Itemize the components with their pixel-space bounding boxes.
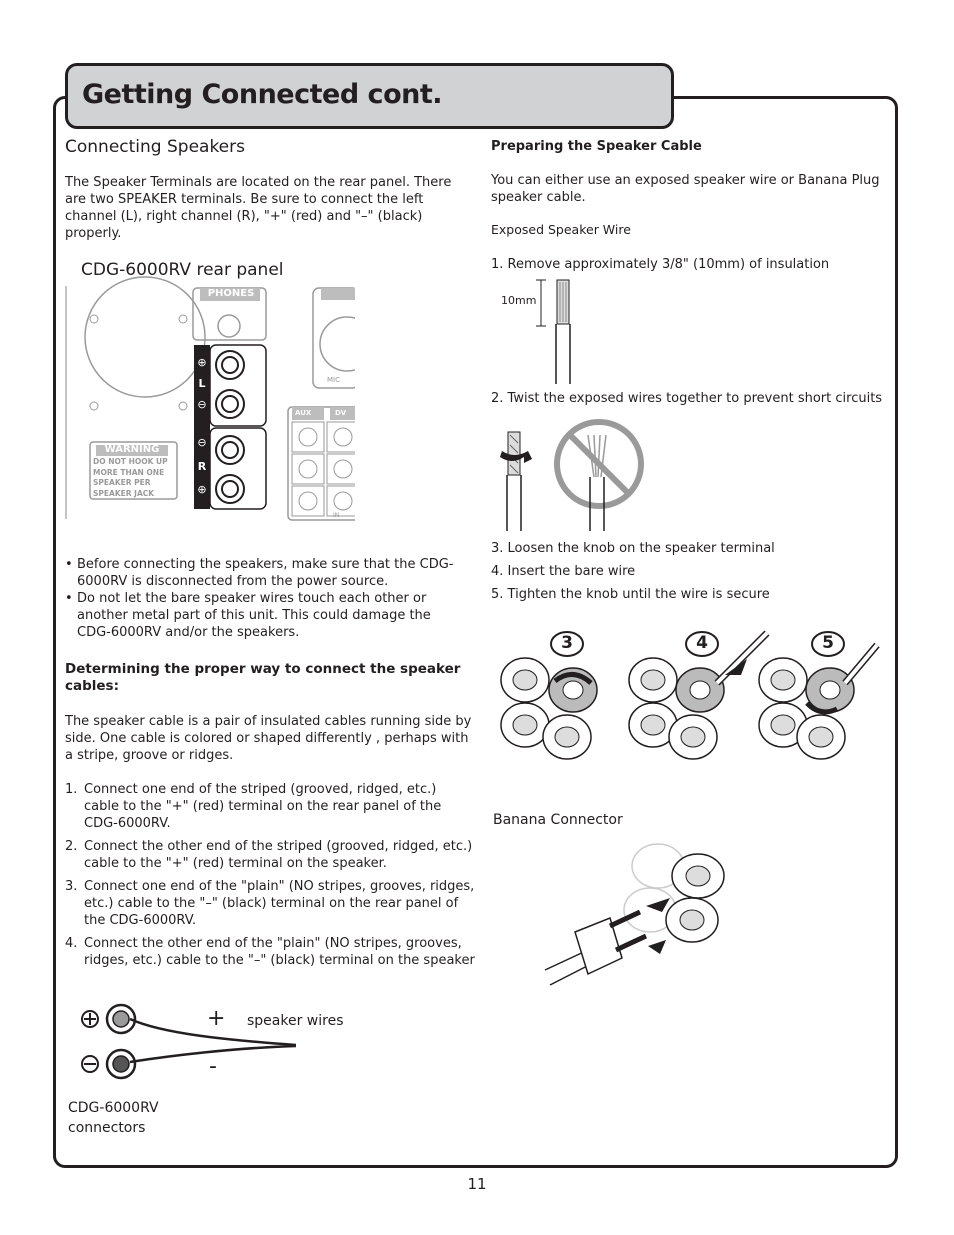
page-title: Getting Connected cont. — [82, 79, 443, 110]
left-minus-symbol: ⊖ — [197, 398, 207, 411]
right-channel-label: R — [197, 460, 207, 473]
preparing-heading: Preparing the Speaker Cable — [491, 139, 702, 154]
phones-label: PHONES — [207, 288, 255, 299]
terminal-step: 5. Tighten the knob until the wire is secure — [491, 587, 770, 602]
page-number: 11 — [467, 1175, 487, 1193]
warning-line: DO NOT HOOK UP — [93, 457, 168, 466]
prep-step-1: 1. Remove approximately 3/8" (10mm) of insulation — [491, 257, 830, 272]
connectors-label: CDG-6000RV connectors — [68, 1100, 159, 1136]
banana-connector-illustration — [540, 840, 740, 990]
step-item — [65, 878, 475, 929]
terminal-steps — [491, 540, 775, 603]
rear-panel-title: CDG-6000RV rear panel — [81, 260, 284, 280]
section-heading-connecting-speakers: Connecting Speakers — [65, 137, 245, 157]
step-item — [65, 935, 475, 969]
aux-label: AUX — [295, 409, 312, 417]
measure-label: 10mm — [501, 294, 537, 307]
step-text: Connect one end of the striped (grooved, ridged, etc.) cable to the "+" (red) terminal on the rear panel of the CDG-6000RV. — [84, 782, 442, 831]
plus-label: + — [207, 1006, 226, 1031]
step-number: 1. — [65, 782, 78, 797]
badge-step-3: 3 — [561, 633, 573, 653]
warning-line: SPEAKER PER — [93, 478, 151, 487]
speaker-wires-diagram — [68, 998, 368, 1138]
badge-step-5: 5 — [822, 633, 834, 653]
step-number: 2. — [65, 839, 78, 854]
banana-heading: Banana Connector — [493, 812, 623, 828]
warning-line: SPEAKER JACK — [93, 488, 155, 498]
bullet-item: • Do not let the bare speaker wires touch each other or another metal part of this unit. This could damage the CDG-6000RV and/or the speakers. — [65, 590, 467, 641]
prep-step-2: 2. Twist the exposed wires together to prevent short circuits — [491, 391, 883, 406]
left-plus-symbol: ⊕ — [197, 356, 207, 369]
terminal-steps-illustration — [495, 625, 885, 775]
warning-text — [93, 457, 179, 499]
step-number: 4. — [65, 936, 78, 951]
dvd-label: DV — [335, 409, 347, 417]
speaker-wires-label: speaker wires — [247, 1013, 344, 1029]
connection-steps — [65, 781, 475, 975]
strip-wire-illustration — [498, 278, 588, 388]
terminal-step: 4. Insert the bare wire — [491, 564, 636, 579]
step-number: 3. — [65, 879, 78, 894]
bullet-item: • Before connecting the speakers, make sure that the CDG-6000RV is disconnected from the power source. — [65, 556, 467, 590]
strip-wire-drawing — [498, 278, 588, 388]
twist-wire-illustration — [498, 415, 648, 535]
determining-text: The speaker cable is a pair of insulated cables running side by side. One cable is colored or shaped differently , perhaps with a stripe, groove or ridges. — [65, 714, 472, 763]
terminal-step: 3. Loosen the knob on the speaker terminal — [491, 541, 775, 556]
left-channel-label: L — [198, 377, 206, 390]
rear-panel-illustration — [65, 256, 355, 521]
warning-title: WARNING — [104, 444, 160, 455]
right-plus-symbol: ⊕ — [197, 483, 207, 496]
right-minus-symbol: ⊖ — [197, 436, 207, 449]
warning-line: MORE THAN ONE — [93, 467, 165, 477]
mic-label: MIC — [327, 376, 340, 384]
safety-bullets — [65, 556, 467, 641]
preparing-intro: You can either use an exposed speaker wire or Banana Plug speaker cable. — [491, 173, 880, 205]
exposed-heading: Exposed Speaker Wire — [491, 222, 631, 237]
twist-wire-drawing — [498, 415, 648, 535]
determining-heading: Determining the proper way to connect the speaker cables: — [65, 661, 461, 694]
minus-label: - — [209, 1054, 217, 1079]
step-text: Connect one end of the "plain" (NO stripes, grooves, ridges, etc.) cable to the "–" (black) terminal on the rear panel of the CDG-6000RV. — [84, 879, 475, 928]
intro-paragraph: The Speaker Terminals are located on the rear panel. There are two SPEAKER terminals. Be sure to connect the left channel (L), right channel (R), "+" (red) and "–" (black) properly. — [65, 175, 452, 241]
banana-drawing — [540, 840, 740, 990]
step-text: Connect the other end of the "plain" (NO stripes, grooves, ridges, etc.) cable to the "–" (black) terminal on the speaker — [84, 936, 475, 968]
badge-step-4: 4 — [696, 633, 708, 653]
step-item — [65, 838, 475, 872]
in-label: IN — [333, 512, 340, 519]
step-item — [65, 781, 475, 832]
step-text: Connect the other end of the striped (grooved, ridged, etc.) cable to the "+" (red) terminal on the speaker. — [84, 839, 473, 871]
title-tab — [65, 63, 674, 129]
